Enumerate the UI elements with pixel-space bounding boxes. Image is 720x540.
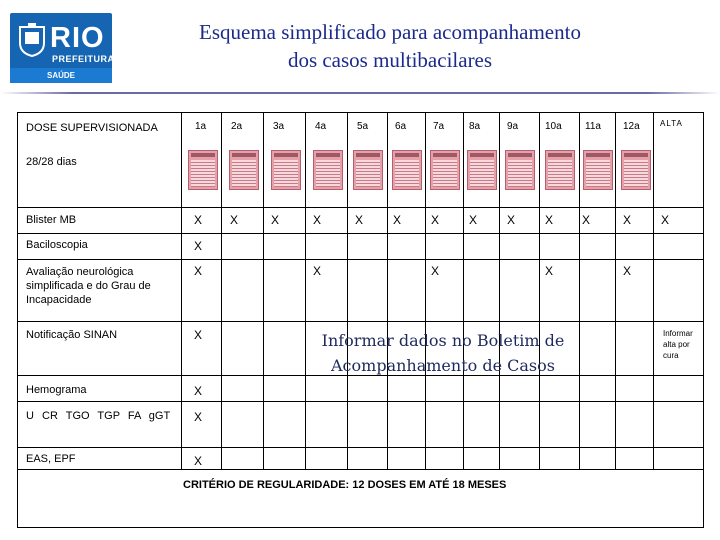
mark: X: [545, 213, 554, 227]
row-label-hemograma: Hemograma: [26, 384, 87, 396]
mark: X: [194, 410, 203, 424]
grid-line: [305, 113, 306, 469]
grid-line: [18, 401, 703, 402]
blister-card-icon: [271, 150, 301, 190]
mark: X: [194, 454, 203, 468]
logo-subtitle: PREFEITURA: [52, 54, 115, 64]
blister-card-icon: [545, 150, 575, 190]
mark: X: [313, 213, 322, 227]
alta-header: ALTA: [660, 119, 683, 128]
page-title: [130, 18, 650, 74]
dose-header: 7a: [433, 121, 445, 132]
blister-card-icon: [467, 150, 497, 190]
alta-note: Informar alta por cura: [663, 329, 693, 360]
notice-line-2: Acompanhamento de Casos: [331, 356, 555, 375]
grid-line: [499, 113, 500, 469]
blister-card-icon: [229, 150, 259, 190]
dose-header: 10a: [545, 121, 562, 132]
mark: X: [582, 213, 591, 227]
mark: X: [623, 264, 632, 278]
grid-line: [18, 259, 703, 260]
blister-card-icon: [188, 150, 218, 190]
row-label-baciloscopia: Baciloscopia: [26, 239, 88, 251]
mark: X: [393, 213, 402, 227]
dose-header: 3a: [273, 121, 285, 132]
row-label-sinan: Notificação SINAN: [26, 329, 118, 341]
grid-line: [615, 113, 616, 469]
mark: X: [271, 213, 280, 227]
grid-line: [18, 207, 703, 208]
mark: X: [469, 213, 478, 227]
grid-line: [347, 113, 348, 469]
grid-line: [263, 113, 264, 469]
grid-line: [221, 113, 222, 469]
mark: X: [194, 264, 203, 278]
mark: X: [313, 264, 322, 278]
mark: X: [194, 213, 203, 227]
mark: X: [194, 384, 203, 398]
boletim-notice: [288, 328, 598, 378]
row-label-neuro: Avaliação neurológica simplificada e do Grau de Incapacidade: [26, 266, 151, 306]
mark: X: [507, 213, 516, 227]
dose-header: 2a: [231, 121, 243, 132]
dose-header: 6a: [395, 121, 407, 132]
grid-line: [653, 113, 654, 469]
logo-wordmark: RIO: [50, 22, 105, 54]
logo-strip: SAÚDE: [10, 68, 112, 83]
row-label-blister: Blister MB: [26, 214, 77, 226]
blister-card-icon: [505, 150, 535, 190]
grid-line: [18, 447, 703, 448]
mark: X: [194, 328, 203, 342]
mark: X: [431, 213, 440, 227]
row-label-labs: U CR TGO TGP FA gGT: [26, 410, 171, 422]
regularity-criteria: CRITÉRIO DE REGULARIDADE: 12 DOSES EM ATÉ 18 MESES: [183, 479, 507, 491]
grid-line: [539, 113, 540, 469]
grid-line: [425, 113, 426, 469]
mark: X: [194, 239, 203, 253]
dose-header: 1a: [195, 121, 207, 132]
grid-line: [387, 113, 388, 469]
grid-line: [181, 113, 182, 469]
title-line-2: dos casos multibacilares: [287, 48, 493, 72]
blister-card-icon: [430, 150, 460, 190]
blister-card-icon: [313, 150, 343, 190]
mark: X: [545, 264, 554, 278]
days-label: 28/28 dias: [26, 156, 77, 168]
grid-line: [579, 113, 580, 469]
blister-card-icon: [392, 150, 422, 190]
dose-header: 11a: [585, 121, 601, 132]
schedule-table: [17, 112, 704, 528]
dose-header: 5a: [357, 121, 369, 132]
notice-line-1: Informar dados no Boletim de: [321, 331, 565, 350]
blister-card-icon: [583, 150, 613, 190]
row-label-eas: EAS, EPF: [26, 453, 76, 465]
mark: X: [230, 213, 239, 227]
grid-line: [18, 233, 703, 234]
dose-header: 8a: [469, 121, 481, 132]
blister-card-icon: [621, 150, 651, 190]
dose-header: 9a: [507, 121, 519, 132]
mark: X: [431, 264, 440, 278]
blister-card-icon: [353, 150, 383, 190]
grid-line: [18, 469, 703, 470]
rio-prefeitura-logo: [10, 13, 115, 83]
mark: X: [623, 213, 632, 227]
dose-header: 12a: [623, 121, 640, 132]
dose-header: 4a: [315, 121, 327, 132]
city-crest-icon: [18, 23, 46, 57]
title-line-1: Esquema simplificado para acompanhamento: [199, 20, 581, 44]
grid-line: [463, 113, 464, 469]
mark: X: [355, 213, 364, 227]
title-divider: [0, 92, 720, 94]
header-label: DOSE SUPERVISIONADA: [26, 122, 158, 134]
mark: X: [661, 213, 670, 227]
grid-line: [18, 321, 703, 322]
